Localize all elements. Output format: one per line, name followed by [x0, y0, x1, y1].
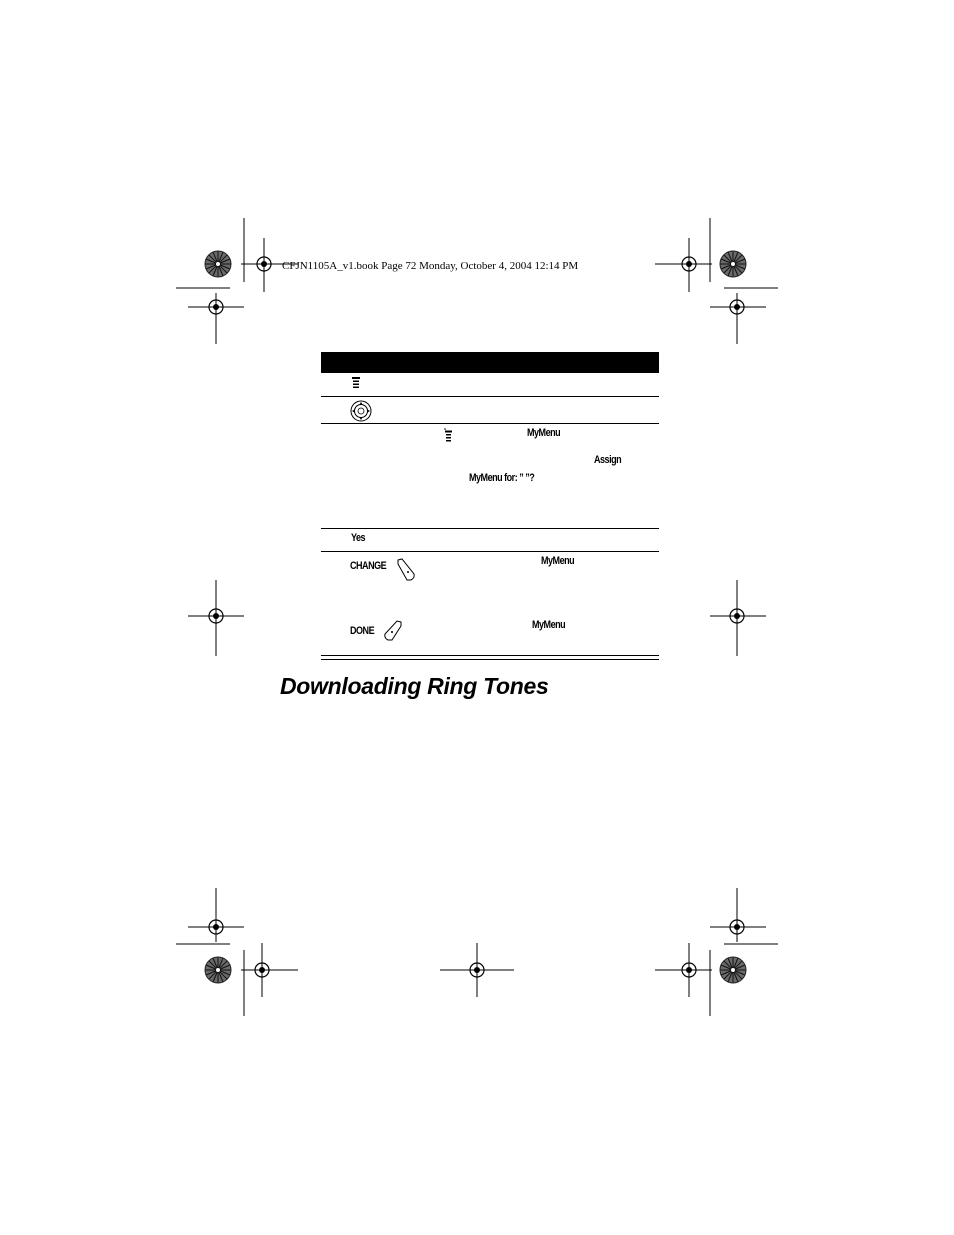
- nav-key-icon: [350, 400, 372, 422]
- table-rule: [321, 528, 659, 529]
- section-title: Downloading Ring Tones: [280, 673, 549, 699]
- table-header: [321, 352, 659, 373]
- mymenu-label: MyMenu: [541, 555, 575, 567]
- yes-label: Yes: [351, 532, 366, 544]
- mymenu-label: MyMenu: [532, 619, 566, 631]
- table-rule: [321, 423, 659, 424]
- table-rule: [321, 396, 659, 397]
- table-bottom-rule: [321, 659, 659, 660]
- change-soft-key-label: CHANGE: [350, 560, 387, 572]
- menu-key-icon: [444, 428, 453, 442]
- mymenu-label: MyMenu: [527, 427, 561, 439]
- right-soft-key-icon: [396, 558, 416, 582]
- table-bottom-rule: [321, 655, 659, 656]
- menu-key-icon: [352, 377, 361, 389]
- mymenu-prompt: MyMenu for: ” ”?: [469, 472, 535, 484]
- done-soft-key-label: DONE: [350, 625, 375, 637]
- assign-label: Assign: [594, 454, 622, 466]
- left-soft-key-icon: [382, 620, 404, 642]
- table-rule: [321, 551, 659, 552]
- running-head: CFJN1105A_v1.book Page 72 Monday, October 4, 2004 12:14 PM: [282, 260, 579, 272]
